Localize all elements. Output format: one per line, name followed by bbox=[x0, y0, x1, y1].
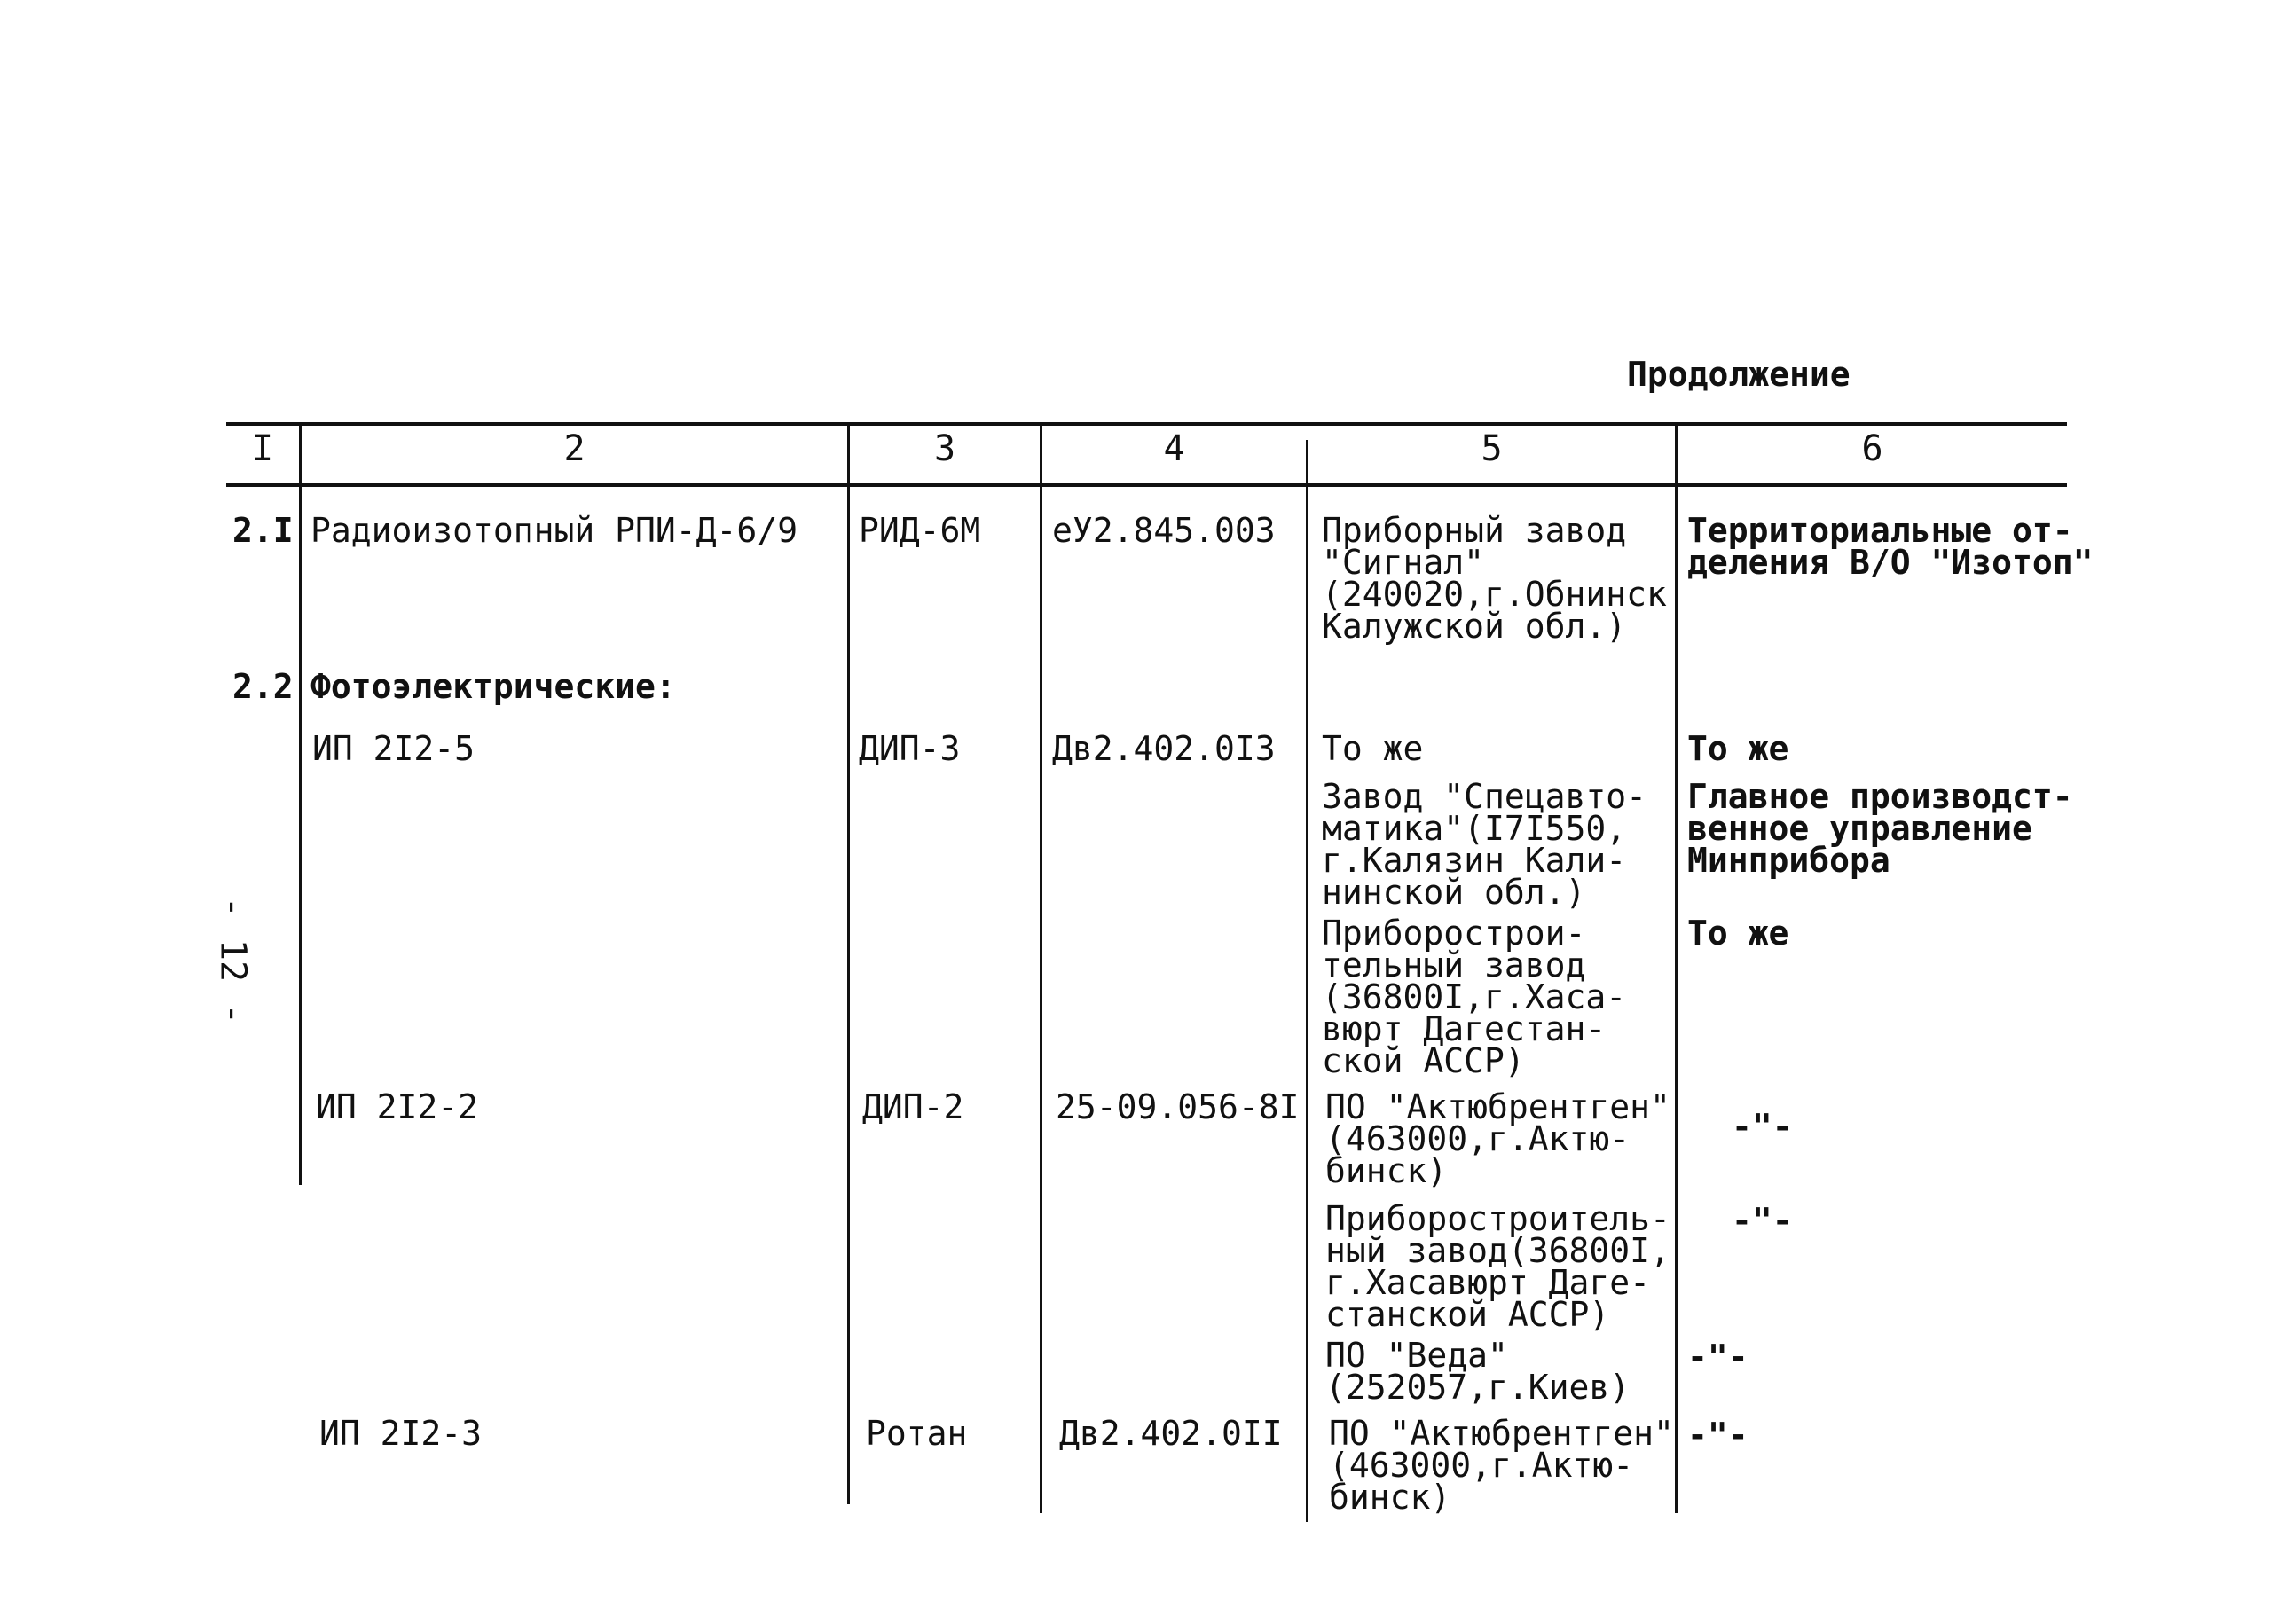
supplier: То же bbox=[1687, 914, 1789, 953]
manufacturer: Приборострои- тельный завод (36800I,г.Хаса- вюрт Дагестан- ской АССР) bbox=[1322, 914, 1627, 1080]
table-header-rule bbox=[226, 483, 2067, 487]
column-header-5: 5 bbox=[1481, 428, 1503, 469]
column-header-4: 4 bbox=[1163, 428, 1185, 469]
group-heading: Фотоэлектрические: bbox=[310, 667, 676, 706]
supplier: Главное производст- венное управление Минприбора bbox=[1687, 777, 2073, 880]
column-divider-1 bbox=[299, 422, 302, 1185]
supplier: -"- bbox=[1732, 1201, 1793, 1240]
column-divider-4 bbox=[1306, 440, 1308, 1522]
row-number: 2.I bbox=[232, 511, 294, 550]
manufacturer: ПО "Веда" (252057,г.Киев) bbox=[1325, 1336, 1631, 1407]
supplier: -"- bbox=[1732, 1107, 1793, 1146]
column-header-2: 2 bbox=[563, 428, 585, 469]
detector-type: РИД-6М bbox=[859, 511, 981, 550]
document-number: Дв2.402.0II bbox=[1059, 1414, 1283, 1453]
column-header-3: 3 bbox=[933, 428, 956, 469]
supplier: То же bbox=[1687, 729, 1789, 768]
column-divider-5 bbox=[1675, 422, 1678, 1513]
detector-type: ДИП-2 bbox=[862, 1087, 964, 1126]
document-number: Дв2.402.0I3 bbox=[1052, 729, 1276, 768]
equipment-name: ИП 2I2-5 bbox=[312, 729, 475, 768]
manufacturer: Приборный завод "Сигнал" (240020,г.Обнинск Калужской обл.) bbox=[1322, 511, 1667, 646]
manufacturer: Приборостроитель- ный завод(36800I, г.Хасавюрт Даге- станской АССР) bbox=[1325, 1199, 1670, 1334]
supplier: Территориальные от- деления В/О "Изотоп" bbox=[1687, 511, 2094, 582]
manufacturer: Завод "Спецавто- матика"(I7I550, г.Калязин Кали- нинской обл.) bbox=[1322, 777, 1647, 912]
column-divider-3 bbox=[1040, 422, 1042, 1513]
manufacturer: ПО "Актюбрентген" (463000,г.Актю- бинск) bbox=[1325, 1087, 1670, 1190]
continuation-label: Продолжение bbox=[1627, 355, 1851, 394]
detector-type: Ротан bbox=[866, 1414, 968, 1453]
document-number: 25-09.056-8I bbox=[1056, 1087, 1300, 1126]
column-header-1: I bbox=[251, 428, 274, 469]
supplier: -"- bbox=[1687, 1416, 1749, 1455]
equipment-name: ИП 2I2-3 bbox=[319, 1414, 483, 1453]
supplier: -"- bbox=[1687, 1338, 1749, 1377]
column-divider-2 bbox=[847, 422, 850, 1504]
table-top-rule bbox=[226, 422, 2067, 426]
manufacturer: То же bbox=[1322, 729, 1424, 768]
document-number: еУ2.845.003 bbox=[1052, 511, 1276, 550]
column-header-6: 6 bbox=[1861, 428, 1883, 469]
detector-type: ДИП-3 bbox=[859, 729, 961, 768]
manufacturer: ПО "Актюбрентген" (463000,г.Актю- бинск) bbox=[1329, 1414, 1674, 1517]
equipment-name: ИП 2I2-2 bbox=[316, 1087, 479, 1126]
equipment-name: Радиоизотопный РПИ-Д-6/9 bbox=[310, 511, 798, 550]
row-number: 2.2 bbox=[232, 667, 294, 706]
page-number: - 12 - bbox=[212, 896, 254, 1025]
